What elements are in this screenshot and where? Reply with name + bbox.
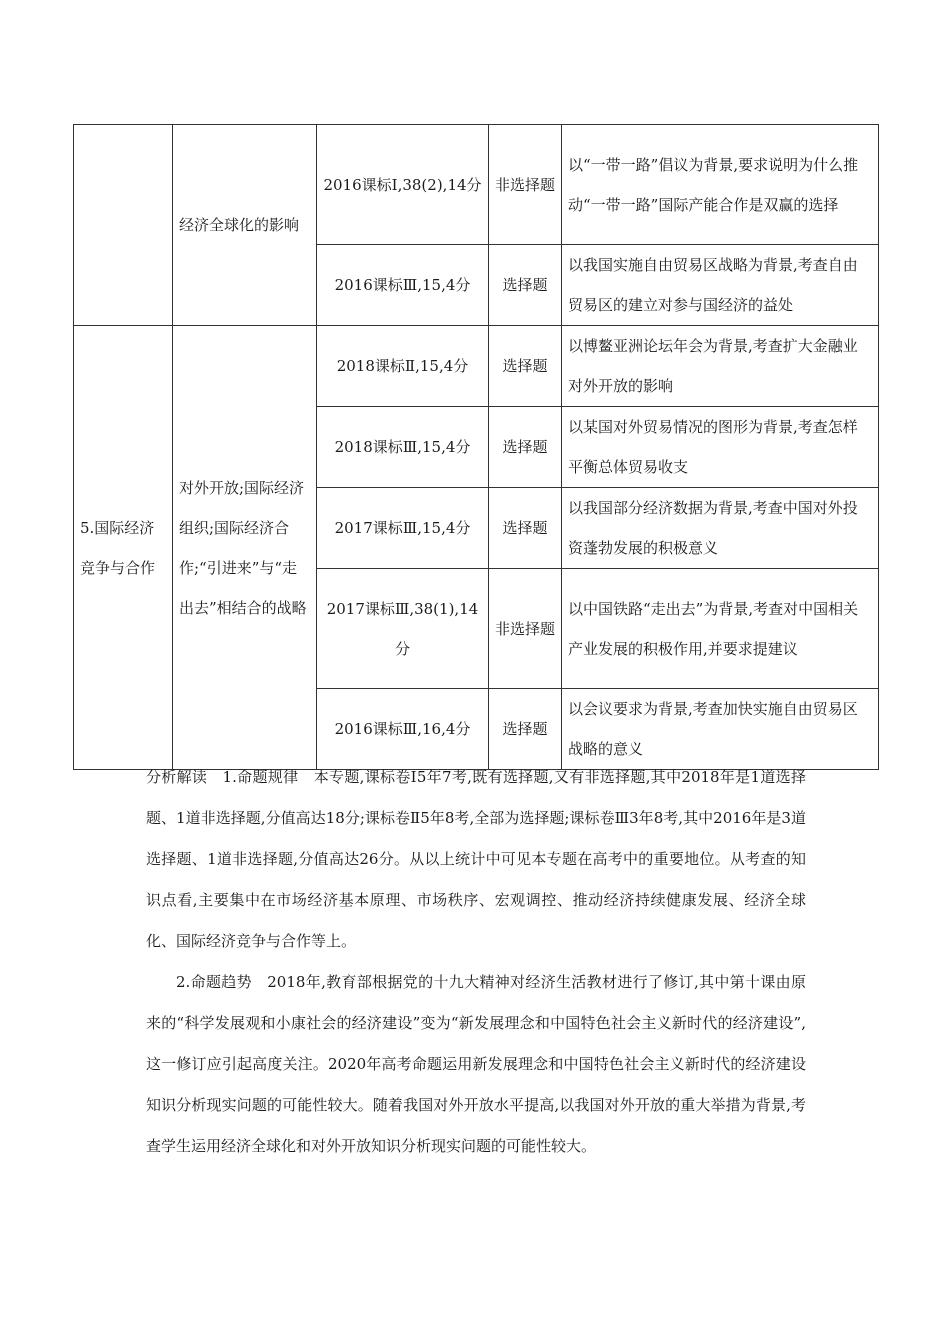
type-cell: 非选择题 [489,125,562,245]
source-cell: 2018课标Ⅱ,15,4分 [317,326,489,407]
source-cell: 2018课标Ⅲ,15,4分 [317,407,489,488]
topic-cell [74,125,173,326]
description-cell: 以博鳌亚洲论坛年会为背景,考查扩大金融业对外开放的影响 [562,326,879,407]
knowledge-cell: 经济全球化的影响 [173,125,317,326]
type-cell: 非选择题 [489,569,562,689]
type-cell: 选择题 [489,488,562,569]
table-row [74,326,879,407]
source-cell: 2016课标Ⅲ,15,4分 [317,245,489,326]
type-cell: 选择题 [489,245,562,326]
description-cell: 以我国实施自由贸易区战略为背景,考查自由贸易区的建立对参与国经济的益处 [562,245,879,326]
description-cell: 以我国部分经济数据为背景,考查中国对外投资蓬勃发展的积极意义 [562,488,879,569]
exam-analysis-table [73,124,879,770]
description-cell: 以会议要求为背景,考查加快实施自由贸易区战略的意义 [562,689,879,770]
source-cell: 2016课标Ⅰ,38(2),14分 [317,125,489,245]
source-cell: 2017课标Ⅲ,38(1),14分 [317,569,489,689]
source-cell: 2016课标Ⅲ,16,4分 [317,689,489,770]
table-row [74,125,879,245]
description-cell: 以中国铁路“走出去”为背景,考查对中国相关产业发展的积极作用,并要求提建议 [562,569,879,689]
type-cell: 选择题 [489,407,562,488]
analysis-section [146,757,806,1167]
topic-cell: 5.国际经济竞争与合作 [74,326,173,770]
description-cell: 以某国对外贸易情况的图形为背景,考查怎样平衡总体贸易收支 [562,407,879,488]
analysis-paragraph-rules: 分析解读 1.命题规律 本专题,课标卷Ⅰ5年7考,既有选择题,又有非选择题,其中2018年是1道选择题、1道非选择题,分值高达18分;课标卷Ⅱ5年8考,全部为选择题;课标卷Ⅲ3年8考,其中2016年是3道选择题、1道非选择题,分值高达26分。从以上统计中可见本专题在高考中的重要地位。从考查的知识点看,主要集中在市场经济基本原理、市场秩序、宏观调控、推动经济持续健康发展、经济全球化、国际经济竞争与合作等上。 [146,768,806,950]
knowledge-cell: 对外开放;国际经济组织;国际经济合作;“引进来”与“走出去”相结合的战略 [173,326,317,770]
description-cell: 以“一带一路”倡议为背景,要求说明为什么推动“一带一路”国际产能合作是双赢的选择 [562,125,879,245]
type-cell: 选择题 [489,326,562,407]
type-cell: 选择题 [489,689,562,770]
analysis-paragraph-trends: 2.命题趋势 2018年,教育部根据党的十九大精神对经济生活教材进行了修订,其中第十课由原来的“科学发展观和小康社会的经济建设”变为“新发展理念和中国特色社会主义新时代的经济建设”,这一修订应引起高度关注。2020年高考命题运用新发展理念和中国特色社会主义新时代的经济建设知识分析现实问题的可能性较大。随着我国对外开放水平提高,以我国对外开放的重大举措为背景,考查学生运用经济全球化和对外开放知识分析现实问题的可能性较大。 [146,973,806,1155]
source-cell: 2017课标Ⅲ,15,4分 [317,488,489,569]
